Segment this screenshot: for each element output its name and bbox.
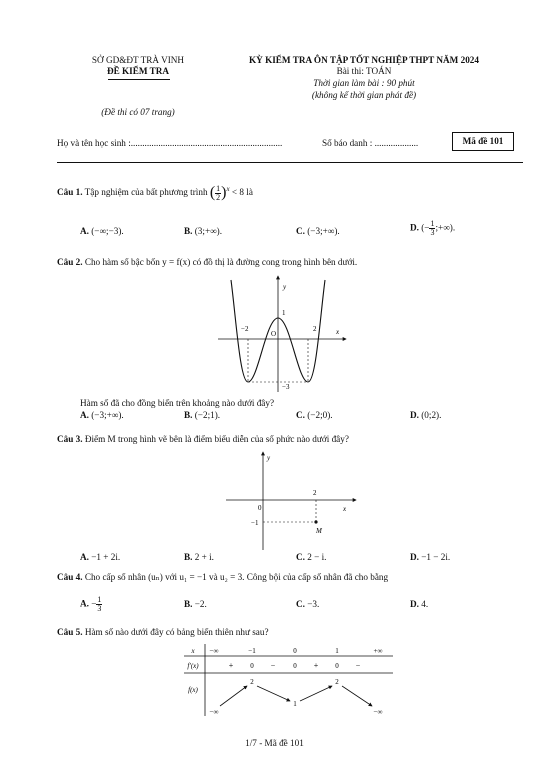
q5-text: Hàm số nào dưới đây có bảng biến thiên như sau? <box>84 627 269 637</box>
q1-option-a-value: (−∞;−3). <box>91 226 124 236</box>
q4-text: Cho cấp số nhân (uₙ) với u₁ = −1 và u₂ = 3. Công bội của cấp số nhân đã cho bằng <box>84 572 389 582</box>
q2-option-a-value: (−3;+∞). <box>91 410 124 420</box>
q5-row-f: f(x) <box>188 686 198 694</box>
q1-paren-close: ) <box>221 184 227 201</box>
q2-option-c-label: C. <box>296 410 305 420</box>
q2-option-c-value: (−2;0). <box>307 410 333 420</box>
q1-option-b-value: (3;+∞). <box>194 226 223 236</box>
q1-frac-num: 1 <box>216 183 221 193</box>
student-name-dots: .................................................................. <box>130 138 283 148</box>
q2-question: Hàm số đã cho đồng biến trên khoảng nào dưới đây? <box>80 398 275 408</box>
q2-option-d-value: (0;2). <box>421 410 442 420</box>
q5-arrow-down-1 <box>257 686 290 701</box>
q5-x-one: 1 <box>335 647 339 655</box>
q5-arrow-down-2 <box>342 686 372 706</box>
q3-option-a-value: −1 + 2i. <box>91 552 121 562</box>
student-id-label: Số báo danh : <box>322 138 373 148</box>
q2-tick-neg2: −2 <box>241 325 249 333</box>
q2-label: Câu 2. <box>57 257 83 267</box>
q1-exponent: x <box>226 185 230 194</box>
q5-f-max-2: 2 <box>335 678 339 686</box>
q3-text: Điểm M trong hình vẽ bên là điểm biểu diễn của số phức nào dưới đây? <box>84 434 349 444</box>
q2-tick-neg3: −3 <box>282 383 290 391</box>
q3-option-c-label: C. <box>296 552 305 562</box>
q1-rhs: < 8 là <box>231 187 253 198</box>
doc-type: ĐỀ KIỂM TRA <box>106 66 170 76</box>
exam-duration: Thời gian làm bài : 90 phút <box>313 78 415 88</box>
q2-tick-one: 1 <box>282 309 286 317</box>
student-id-dots: ................... <box>374 138 419 148</box>
q3-origin-label: 0 <box>258 504 262 512</box>
q1-option-d-label: D. <box>410 222 419 233</box>
q2-option-a-label: A. <box>80 410 89 420</box>
student-name-label: Họ và tên học sinh : <box>57 138 131 148</box>
q2-tick-pos2: 2 <box>313 325 317 333</box>
q3-option-d-value: −1 − 2i. <box>421 552 451 562</box>
q5-arrow-up-2 <box>300 686 332 701</box>
q3-option-b-label: B. <box>184 552 193 562</box>
q5-row-fprime: f′(x) <box>187 662 199 670</box>
q3-tick-neg1: −1 <box>251 519 259 527</box>
pages-note: (Đề thi có 07 trang) <box>101 107 175 117</box>
q3-tick-two: 2 <box>313 489 317 497</box>
q5-f-neg-inf-2: −∞ <box>373 708 383 716</box>
q1-option-d-frac-num: 1 <box>430 219 435 228</box>
q2-option-d-label: D. <box>410 410 419 420</box>
exam-subject: Bài thi: TOÁN <box>336 66 392 76</box>
q2-option-b-value: (−2;1). <box>194 410 221 420</box>
q1-paren-open: ( <box>209 184 216 201</box>
q1-option-d-frac-den: 3 <box>430 228 435 237</box>
q3-option-a-label: A. <box>80 552 89 562</box>
q2-origin-label: O <box>270 330 276 338</box>
q5-f-neg-inf: −∞ <box>209 708 219 716</box>
exam-code-box: Mã đề 101 <box>452 132 514 151</box>
q1-text: Tập nghiệm của bất phương trình <box>84 187 208 198</box>
q5-x-neg-inf: −∞ <box>209 647 219 655</box>
q5-f-min: 1 <box>293 700 297 708</box>
q2-x-label: x <box>336 328 340 336</box>
q1-option-d-post: ;+∞). <box>435 222 456 233</box>
q1-frac-den: 2 <box>216 192 221 202</box>
q5-row-x: x <box>191 647 195 655</box>
q5-fp-zero-1: 0 <box>250 662 254 670</box>
exam-title: KỲ KIỂM TRA ÔN TẬP TỐT NGHIỆP THPT NĂM 2024 <box>249 55 479 65</box>
q3-option-d-label: D. <box>410 552 419 562</box>
q4-option-c-value: −3. <box>307 599 320 609</box>
q3-label: Câu 3. <box>57 434 83 444</box>
q1-option-b-label: B. <box>184 226 193 236</box>
q1-label: Câu 1. <box>57 187 83 198</box>
q5-fp-sign-3: + <box>313 661 319 670</box>
q4-option-b-value: −2. <box>194 599 207 609</box>
q3-x-label: x <box>343 505 347 513</box>
q4-option-a-frac-num: 1 <box>97 595 102 604</box>
q4-option-a-frac-den: 3 <box>97 604 102 613</box>
q2-option-b-label: B. <box>184 410 193 420</box>
q3-m-label: M <box>316 527 322 535</box>
q5-fp-sign-1: + <box>228 661 234 670</box>
q4-option-a-pre: − <box>91 598 97 609</box>
q5-f-max-1: 2 <box>250 678 254 686</box>
q5-fp-sign-2: − <box>270 661 276 670</box>
q5-label: Câu 5. <box>57 627 83 637</box>
q4-option-a-label: A. <box>80 598 89 609</box>
q4-option-c-label: C. <box>296 599 305 609</box>
q2-y-label: y <box>283 283 287 291</box>
q1-option-c-label: C. <box>296 226 305 236</box>
q4-label: Câu 4. <box>57 572 83 582</box>
q5-fp-zero-2: 0 <box>293 662 297 670</box>
q5-fp-sign-4: − <box>355 661 361 670</box>
q4-option-d-value: 4. <box>421 599 429 609</box>
q1-option-d-pre: (− <box>421 222 430 233</box>
q4-option-d-label: D. <box>410 599 419 609</box>
q3-y-label: y <box>267 454 271 462</box>
q4-option-b-label: B. <box>184 599 193 609</box>
q5-x-zero: 0 <box>293 647 297 655</box>
q3-option-c-value: 2 − i. <box>307 552 327 562</box>
q5-fp-zero-3: 0 <box>335 662 339 670</box>
q2-text: Cho hàm số bậc bốn y = f(x) có đồ thị là đường cong trong hình bên dưới. <box>84 257 358 267</box>
q5-arrow-up-1 <box>220 686 247 706</box>
exam-duration-note: (không kể thời gian phát đề) <box>311 90 417 100</box>
department-name: SỞ GD&ĐT TRÀ VINH <box>91 55 185 65</box>
q1-option-c-value: (−3;+∞). <box>307 226 340 236</box>
q3-option-b-value: 2 + i. <box>194 552 214 562</box>
q5-x-neg1: −1 <box>248 647 256 655</box>
q5-x-pos-inf: +∞ <box>373 647 383 655</box>
page-footer: 1/7 - Mã đề 101 <box>245 738 304 748</box>
q1-option-a-label: A. <box>80 226 89 236</box>
